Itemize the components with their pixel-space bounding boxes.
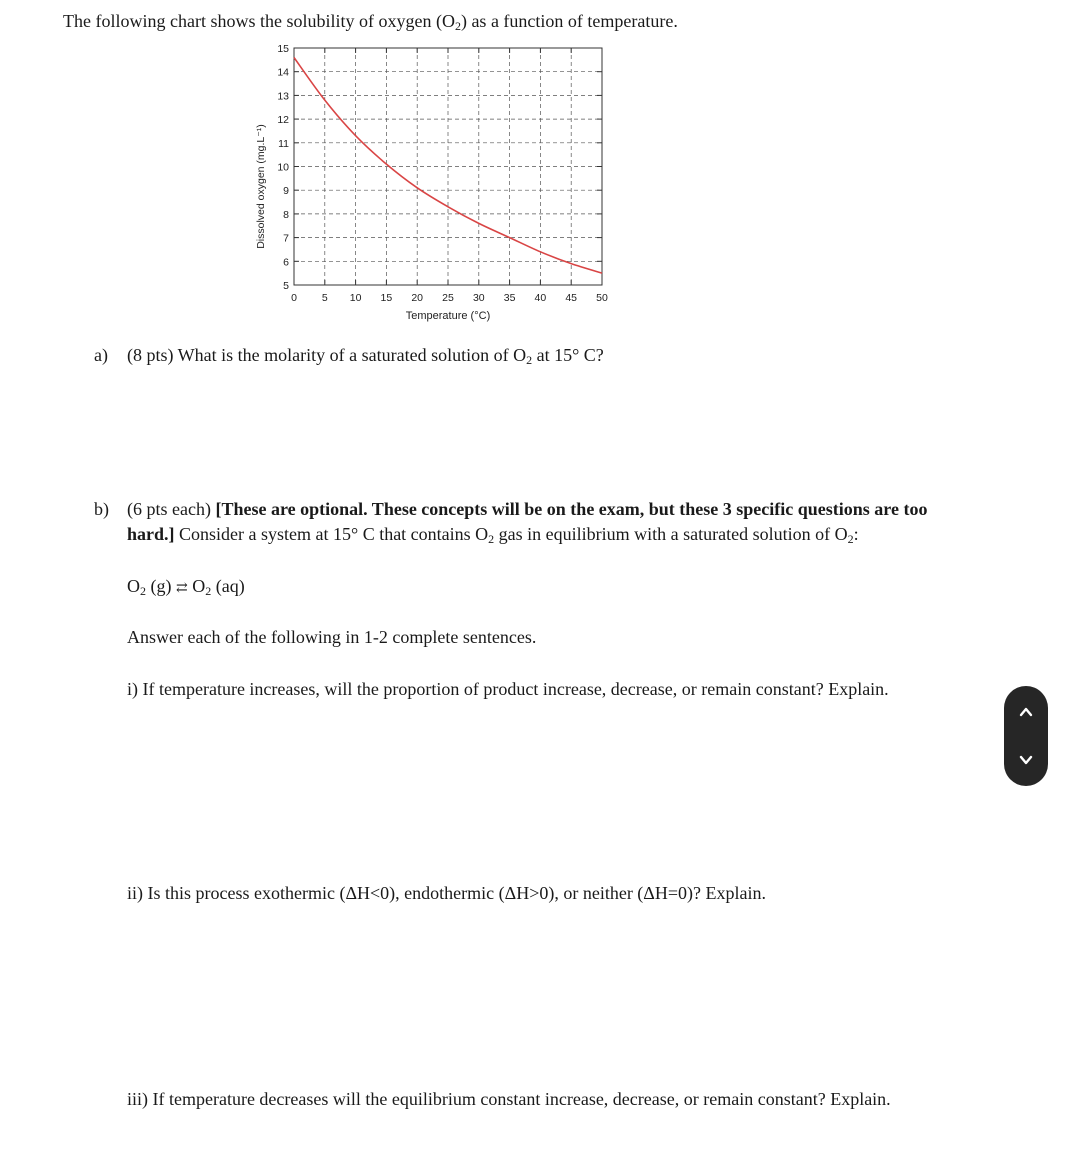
instruction-text: Answer each of the following in 1-2 complete sentences.: [127, 627, 537, 647]
question-a-text: (8 pts) What is the molarity of a saturated solution of $O_2$ at 15° C?: [127, 345, 604, 367]
x-tick-label: 45: [565, 292, 578, 304]
question-b-line1: (6 pts each) [These are optional. These concepts will be on the exam, but these 3 specific questions are too: [127, 499, 928, 519]
x-tick-label: 30: [472, 292, 485, 304]
question-a-letter: a): [94, 345, 108, 365]
sub-question-iii: iii) If temperature decreases will the equilibrium constant increase, decrease, or remain constant? Explain.: [127, 1089, 891, 1109]
question-b-letter: b): [94, 499, 109, 519]
x-tick-label: 20: [411, 292, 424, 304]
solubility-chart: [250, 38, 620, 328]
sub-question-i: i) If temperature increases, will the proportion of product increase, decrease, or remain constant? Explain.: [127, 679, 889, 699]
x-tick-label: 0: [291, 292, 297, 304]
x-tick-label: 5: [321, 292, 328, 304]
page-down-button[interactable]: [1004, 738, 1048, 782]
page-up-button[interactable]: [1004, 690, 1048, 734]
x-tick-label: 40: [534, 292, 547, 304]
x-tick-labels: [291, 292, 608, 304]
y-tick-label: 5: [283, 280, 289, 292]
y-tick-labels: [277, 43, 289, 292]
question-b-line2: hard.] Consider a system at 15° C that contains $O_2$ gas in equilibrium with a saturated solution of $O_2$:: [127, 524, 859, 546]
chart-grid: [294, 48, 602, 285]
y-tick-label: 6: [283, 256, 289, 269]
y-tick-label: 9: [283, 185, 289, 198]
y-tick-label: 13: [277, 90, 289, 103]
y-tick-label: 11: [278, 137, 289, 150]
x-tick-label: 10: [349, 292, 362, 304]
chevron-up-icon: [1017, 703, 1035, 721]
y-tick-label: 15: [277, 43, 289, 55]
equilibrium-equation: $O_2$ (g) ⇄ $O_2$ (aq): [127, 576, 245, 598]
y-axis-label: Dissolved oxygen (mg.L⁻¹): [255, 124, 267, 249]
y-tick-label: 14: [277, 66, 289, 79]
chevron-down-icon: [1017, 751, 1035, 769]
y-tick-label: 7: [283, 232, 289, 245]
x-tick-label: 35: [503, 292, 516, 304]
y-tick-label: 10: [277, 161, 289, 174]
page-nav-control: [1004, 686, 1048, 786]
y-tick-label: 12: [277, 114, 289, 127]
x-axis-label: Temperature (°C): [405, 310, 491, 322]
sub-question-ii: ii) Is this process exothermic (ΔH<0), endothermic (ΔH>0), or neither (ΔH=0)? Explain.: [127, 883, 766, 903]
x-tick-label: 50: [596, 292, 608, 304]
x-tick-label: 15: [380, 292, 393, 304]
y-tick-label: 8: [283, 208, 289, 221]
x-tick-label: 25: [442, 292, 454, 304]
intro-text: The following chart shows the solubility of oxygen $(O_2)$ as a function of temperature.: [63, 11, 678, 33]
